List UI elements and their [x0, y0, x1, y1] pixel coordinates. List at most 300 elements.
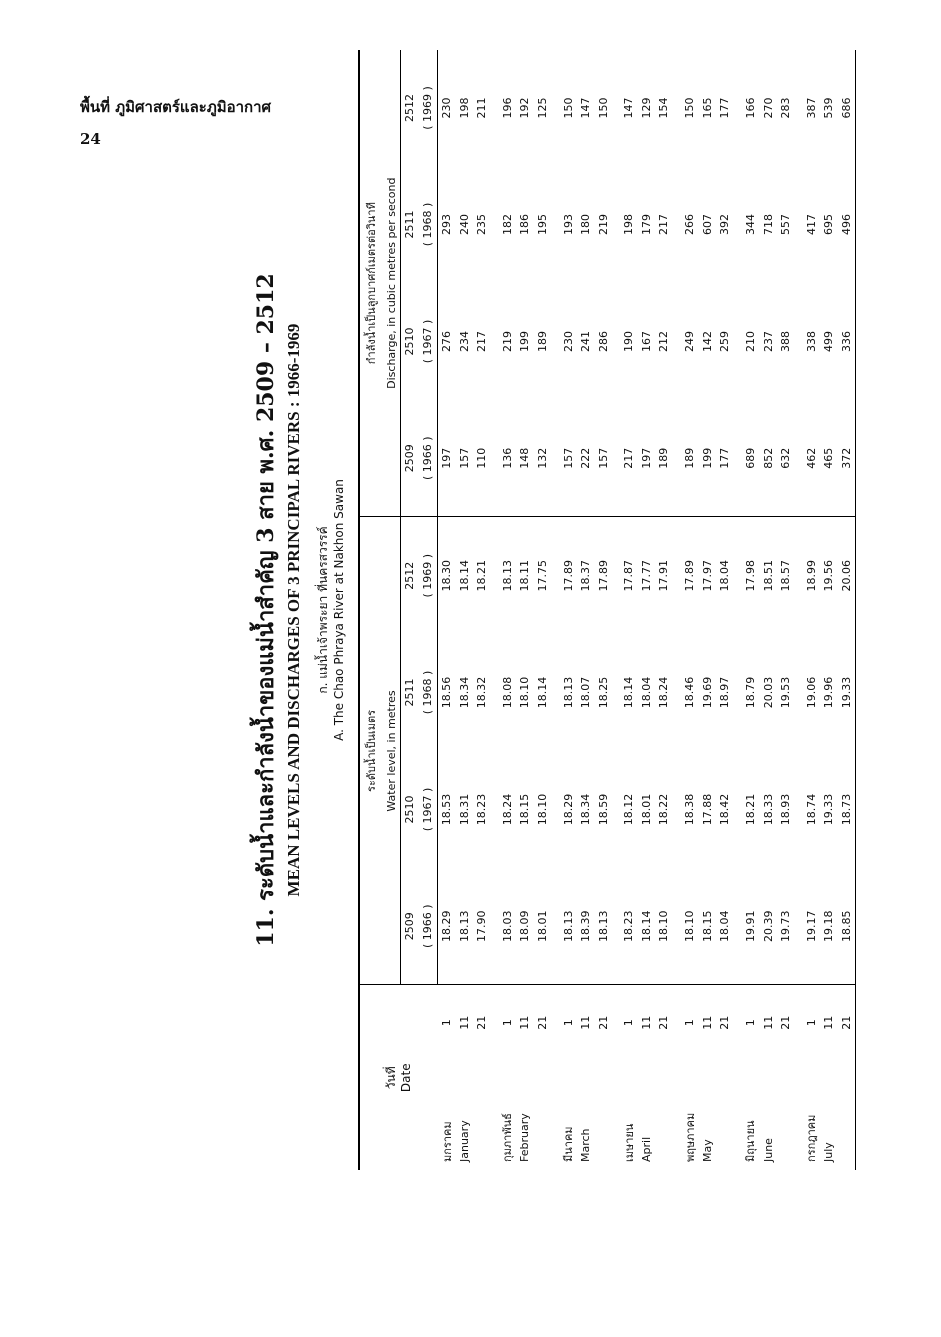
month-name-thai: เมษายน	[622, 1123, 636, 1162]
water-level-cell: 19.33	[838, 634, 856, 751]
day-cell: 21	[716, 985, 733, 1060]
water-level-cell: 18.31	[457, 793, 471, 826]
discharge-cell: 276	[440, 330, 454, 352]
discharge-header-thai: กำลังน้ำเป็นลูกบาศก์เมตรต่อวินาที	[359, 50, 382, 517]
water-level-cell: 18.34	[579, 793, 593, 826]
water-level-cell: 20.39	[761, 910, 775, 942]
gap-cell	[794, 868, 802, 985]
water-level-cell: 17.89	[594, 517, 611, 634]
year-be-header: 2509	[401, 400, 419, 517]
water-level-cell: 18.33	[761, 793, 775, 826]
gap-cell	[490, 868, 498, 985]
month-name-thai: มีนาคม	[562, 1126, 576, 1162]
discharge-cell: 167	[640, 330, 654, 352]
water-level-cell: 18.15	[518, 793, 532, 826]
discharge-cell: 182	[500, 213, 514, 235]
water-level-cell: 18.24	[657, 676, 671, 709]
year-be-header: 2510	[401, 283, 419, 400]
gap-cell	[490, 1060, 498, 1170]
water-level-cell: 18.57	[777, 517, 794, 634]
discharge-cell: 387	[804, 97, 818, 119]
discharge-cell: 179	[640, 213, 654, 235]
discharge-cell: 196	[500, 97, 514, 119]
water-level-cell: 18.13	[457, 910, 471, 942]
month-name-thai: มกราคม	[440, 1121, 454, 1162]
gap-cell	[551, 985, 559, 1060]
gap-cell	[551, 1060, 559, 1170]
day-cell: 11	[577, 985, 594, 1060]
discharge-cell: 157	[596, 447, 610, 469]
gap-cell	[612, 50, 620, 166]
discharge-cell: 192	[518, 97, 532, 119]
discharge-cell: 157	[561, 447, 575, 469]
discharge-cell: 465	[822, 447, 836, 469]
table-row	[681, 50, 699, 1170]
water-level-cell: 18.46	[683, 676, 697, 709]
year-ce-header: ( 1967 )	[418, 751, 438, 868]
gap-cell	[733, 50, 741, 166]
discharge-cell: 235	[475, 213, 489, 235]
water-level-cell: 17.87	[620, 517, 638, 634]
gap-cell	[794, 50, 802, 166]
water-level-cell: 18.03	[500, 910, 514, 942]
water-level-cell: 17.90	[475, 910, 489, 942]
discharge-cell: 286	[596, 330, 610, 352]
rotated-table-block	[240, 50, 860, 1170]
discharge-cell: 217	[657, 213, 671, 235]
water-level-cell: 19.96	[822, 676, 836, 709]
year-ce-header: ( 1967 )	[418, 283, 438, 400]
month-gap	[673, 50, 681, 1170]
gap-cell	[673, 283, 681, 400]
day-cell: 11	[456, 985, 473, 1060]
water-level-cell: 19.18	[822, 910, 836, 942]
discharge-cell: 150	[596, 97, 610, 119]
discharge-cell: 372	[838, 400, 856, 517]
year-ce-header: ( 1966 )	[418, 868, 438, 985]
month-gap	[794, 50, 802, 1170]
gap-cell	[490, 283, 498, 400]
day-cell: 1	[802, 985, 820, 1060]
discharge-cell: 177	[718, 447, 732, 469]
water-level-cell: 17.91	[655, 517, 672, 634]
water-level-cell: 18.10	[518, 676, 532, 709]
gap-cell	[551, 50, 559, 166]
table-row	[498, 50, 516, 1170]
month-name-english: April	[640, 1136, 654, 1162]
table-row	[741, 50, 759, 1170]
gap-cell	[733, 634, 741, 751]
water-level-cell: 18.23	[622, 910, 636, 942]
year-be-header: 2511	[401, 166, 419, 283]
month-blank	[594, 1060, 611, 1170]
year-ce-header: ( 1968 )	[418, 634, 438, 751]
gap-cell	[733, 985, 741, 1060]
discharge-cell: 190	[622, 330, 636, 352]
year-be-header: 2512	[401, 50, 419, 166]
water-level-cell: 18.73	[838, 751, 856, 868]
discharge-cell: 110	[475, 447, 489, 469]
month-name-english: January	[457, 1120, 471, 1162]
gap-cell	[490, 166, 498, 283]
table-row	[638, 50, 655, 1170]
gap-cell	[490, 751, 498, 868]
gap-cell	[551, 283, 559, 400]
gap-cell	[612, 751, 620, 868]
table-row	[777, 50, 794, 1170]
water-level-cell: 18.24	[500, 793, 514, 826]
water-level-cell: 18.29	[561, 793, 575, 826]
discharge-cell: 189	[683, 447, 697, 469]
day-cell: 21	[655, 985, 672, 1060]
gap-cell	[794, 985, 802, 1060]
discharge-cell: 150	[561, 97, 575, 119]
discharge-cell: 234	[457, 330, 471, 352]
table-body	[438, 50, 856, 1170]
day-cell: 1	[559, 985, 577, 1060]
water-level-cell: 18.51	[759, 517, 776, 634]
water-level-header-english: Water level, in metres	[382, 517, 401, 985]
table-row	[759, 50, 776, 1170]
gap-cell	[551, 400, 559, 517]
month-name-english: February	[518, 1113, 532, 1162]
water-level-cell: 18.14	[535, 676, 549, 709]
discharge-cell: 230	[561, 330, 575, 352]
day-cell: 1	[620, 985, 638, 1060]
month-blank	[473, 1060, 490, 1170]
gap-cell	[490, 517, 498, 634]
discharge-cell: 195	[535, 213, 549, 235]
discharge-cell: 217	[475, 330, 489, 352]
discharge-cell: 338	[804, 330, 818, 352]
gap-cell	[551, 751, 559, 868]
table-row	[438, 50, 456, 1170]
gap-cell	[673, 985, 681, 1060]
year-be-header: 2510	[401, 751, 419, 868]
gap-cell	[794, 166, 802, 283]
discharge-cell: 689	[743, 447, 757, 469]
water-level-cell: 18.37	[577, 517, 594, 634]
discharge-cell: 632	[778, 447, 792, 469]
day-cell: 11	[699, 985, 716, 1060]
water-level-cell: 18.32	[475, 676, 489, 709]
date-header-thai: วันที่	[383, 1066, 398, 1090]
water-level-cell: 19.73	[778, 910, 792, 942]
water-level-cell: 18.04	[640, 676, 654, 709]
table-row	[838, 50, 856, 1170]
discharge-cell: 150	[683, 97, 697, 119]
data-table	[358, 50, 856, 1170]
discharge-cell: 136	[500, 447, 514, 469]
gap-cell	[612, 1060, 620, 1170]
discharge-cell: 718	[761, 213, 775, 235]
discharge-cell: 417	[804, 213, 818, 235]
gap-cell	[733, 517, 741, 634]
gap-cell	[612, 634, 620, 751]
table-row	[620, 50, 638, 1170]
discharge-cell: 344	[743, 213, 757, 235]
water-level-cell: 18.97	[718, 676, 732, 709]
water-level-cell: 18.85	[838, 868, 856, 985]
discharge-cell: 142	[700, 330, 714, 352]
table-subtitle-english: A. The Chao Phraya River at Nakhon Sawan	[332, 479, 346, 741]
water-level-cell: 18.07	[579, 676, 593, 709]
water-level-cell: 17.89	[559, 517, 577, 634]
month-gap	[733, 50, 741, 1170]
day-cell: 11	[516, 985, 533, 1060]
date-header-english: Date	[398, 1063, 413, 1093]
discharge-cell: 154	[657, 97, 671, 119]
water-level-cell: 18.04	[718, 910, 732, 942]
table-title-english: MEAN LEVELS AND DISCHARGES OF 3 PRINCIPAL RIVERS : 1966-1969	[284, 323, 303, 897]
table-row	[577, 50, 594, 1170]
discharge-header-english: Discharge, in cubic metres per second	[384, 177, 398, 389]
discharge-cell: 539	[822, 97, 836, 119]
month-name-english: July	[822, 1142, 836, 1162]
month-gap	[551, 50, 559, 1170]
water-level-cell: 18.23	[475, 793, 489, 826]
gap-cell	[673, 868, 681, 985]
date-header	[359, 985, 438, 1170]
discharge-cell: 199	[700, 447, 714, 469]
discharge-cell: 148	[518, 447, 532, 469]
discharge-cell: 283	[778, 97, 792, 119]
water-level-cell: 18.11	[516, 517, 533, 634]
year-be-header: 2511	[401, 634, 419, 751]
water-level-cell: 18.99	[802, 517, 820, 634]
day-cell: 21	[473, 985, 490, 1060]
discharge-cell: 499	[822, 330, 836, 352]
year-be-header: 2512	[401, 517, 419, 634]
gap-cell	[612, 166, 620, 283]
water-level-cell: 17.88	[700, 793, 714, 826]
day-cell: 21	[838, 985, 856, 1060]
water-level-cell: 18.14	[456, 517, 473, 634]
water-level-cell: 18.21	[743, 793, 757, 826]
gap-cell	[673, 517, 681, 634]
gap-cell	[490, 634, 498, 751]
discharge-cell: 125	[535, 97, 549, 119]
gap-cell	[733, 1060, 741, 1170]
gap-cell	[794, 517, 802, 634]
gap-cell	[794, 1060, 802, 1170]
gap-cell	[490, 400, 498, 517]
water-level-cell: 18.14	[622, 676, 636, 709]
discharge-cell: 193	[561, 213, 575, 235]
water-level-cell: 18.10	[683, 910, 697, 942]
water-level-cell: 18.15	[700, 910, 714, 942]
discharge-cell: 852	[761, 447, 775, 469]
table-row	[516, 50, 533, 1170]
gap-cell	[612, 985, 620, 1060]
discharge-cell: 197	[440, 447, 454, 469]
gap-cell	[733, 400, 741, 517]
table-row	[456, 50, 473, 1170]
water-level-cell: 18.22	[657, 793, 671, 826]
water-level-cell: 19.91	[743, 910, 757, 942]
gap-cell	[733, 166, 741, 283]
discharge-cell: 686	[838, 50, 856, 166]
year-ce-header: ( 1969 )	[418, 50, 438, 166]
gap-cell	[551, 634, 559, 751]
water-level-cell: 18.10	[657, 910, 671, 942]
water-level-cell: 19.53	[778, 676, 792, 709]
discharge-cell: 392	[718, 213, 732, 235]
year-be-header: 2509	[401, 868, 419, 985]
water-level-cell: 18.25	[596, 676, 610, 709]
gap-cell	[673, 400, 681, 517]
month-name-thai: กรกฎาคม	[805, 1114, 819, 1162]
water-level-cell: 18.38	[683, 793, 697, 826]
water-level-cell: 18.42	[718, 793, 732, 826]
gap-cell	[551, 868, 559, 985]
water-level-cell: 18.13	[596, 910, 610, 942]
discharge-cell: 177	[718, 97, 732, 119]
water-level-cell: 17.98	[741, 517, 759, 634]
day-cell: 1	[498, 985, 516, 1060]
discharge-cell: 186	[518, 213, 532, 235]
discharge-cell: 240	[457, 213, 471, 235]
water-level-cell: 18.12	[622, 793, 636, 826]
discharge-cell: 180	[579, 213, 593, 235]
gap-cell	[612, 517, 620, 634]
table-row	[820, 50, 837, 1170]
discharge-cell: 129	[640, 97, 654, 119]
water-level-cell: 19.06	[804, 676, 818, 709]
water-level-cell: 17.75	[534, 517, 551, 634]
year-ce-header: ( 1968 )	[418, 166, 438, 283]
table-row	[716, 50, 733, 1170]
water-level-cell: 18.79	[743, 676, 757, 709]
water-level-cell: 18.30	[438, 517, 456, 634]
month-blank	[777, 1060, 794, 1170]
discharge-cell: 241	[579, 330, 593, 352]
table-row	[594, 50, 611, 1170]
gap-cell	[673, 634, 681, 751]
day-cell: 21	[777, 985, 794, 1060]
day-cell: 1	[438, 985, 456, 1060]
running-header: พื้นที่ ภูมิศาสตร์และภูมิอากาศ	[80, 98, 272, 116]
water-level-cell: 18.59	[596, 793, 610, 826]
discharge-cell: 198	[457, 97, 471, 119]
discharge-cell: 249	[683, 330, 697, 352]
discharge-cell: 157	[457, 447, 471, 469]
discharge-cell: 197	[640, 447, 654, 469]
year-ce-header: ( 1969 )	[418, 517, 438, 634]
discharge-cell: 695	[822, 213, 836, 235]
table-title-thai: 11. ระดับน้ำและกำลังน้ำของแม่น้ำสำคัญ 3 สาย พ.ศ. 2509 – 2512	[253, 273, 279, 947]
water-level-header-thai: ระดับน้ำเป็นเมตร	[359, 517, 382, 985]
water-level-cell: 19.17	[804, 910, 818, 942]
discharge-cell: 259	[718, 330, 732, 352]
discharge-cell: 166	[743, 97, 757, 119]
month-name-english: March	[579, 1128, 593, 1162]
discharge-cell: 147	[579, 97, 593, 119]
water-level-cell: 18.56	[440, 676, 454, 709]
discharge-cell: 199	[518, 330, 532, 352]
discharge-cell: 607	[700, 213, 714, 235]
gap-cell	[612, 400, 620, 517]
month-name-thai: พฤษภาคม	[683, 1112, 697, 1162]
month-name-thai: มิถุนายน	[744, 1120, 758, 1162]
table-row	[559, 50, 577, 1170]
discharge-cell: 222	[579, 447, 593, 469]
discharge-cell: 189	[535, 330, 549, 352]
discharge-cell: 219	[500, 330, 514, 352]
water-level-cell: 18.93	[778, 793, 792, 826]
discharge-cell: 217	[622, 447, 636, 469]
discharge-cell: 211	[475, 97, 489, 119]
water-level-cell: 20.03	[761, 676, 775, 709]
water-level-cell: 19.56	[820, 517, 837, 634]
water-level-cell: 17.77	[638, 517, 655, 634]
water-level-cell: 19.33	[822, 793, 836, 826]
discharge-cell: 496	[838, 166, 856, 283]
day-cell: 1	[741, 985, 759, 1060]
water-level-cell: 18.13	[561, 910, 575, 942]
table-row	[699, 50, 716, 1170]
discharge-cell: 210	[743, 330, 757, 352]
discharge-cell: 132	[535, 447, 549, 469]
water-level-cell: 17.97	[699, 517, 716, 634]
water-level-cell: 18.74	[804, 793, 818, 826]
discharge-cell: 270	[761, 97, 775, 119]
water-level-cell: 17.89	[681, 517, 699, 634]
gap-cell	[551, 517, 559, 634]
gap-cell	[673, 166, 681, 283]
gap-cell	[733, 868, 741, 985]
month-blank	[716, 1060, 733, 1170]
discharge-cell: 336	[838, 283, 856, 400]
month-name-english: June	[761, 1138, 775, 1162]
gap-cell	[794, 400, 802, 517]
month-blank	[838, 1060, 856, 1170]
day-cell: 21	[534, 985, 551, 1060]
gap-cell	[794, 751, 802, 868]
gap-cell	[612, 283, 620, 400]
month-blank	[655, 1060, 672, 1170]
water-level-cell: 18.01	[535, 910, 549, 942]
water-level-cell: 18.13	[498, 517, 516, 634]
month-name-thai: กุมภาพันธ์	[501, 1113, 515, 1162]
discharge-cell: 388	[778, 330, 792, 352]
gap-cell	[733, 751, 741, 868]
water-level-cell: 18.14	[640, 910, 654, 942]
water-level-cell: 18.34	[457, 676, 471, 709]
water-level-cell: 18.09	[518, 910, 532, 942]
water-level-cell: 18.01	[640, 793, 654, 826]
month-blank	[534, 1060, 551, 1170]
water-level-cell: 18.21	[473, 517, 490, 634]
gap-cell	[794, 283, 802, 400]
discharge-cell: 165	[700, 97, 714, 119]
discharge-cell: 266	[683, 213, 697, 235]
month-gap	[612, 50, 620, 1170]
discharge-cell: 212	[657, 330, 671, 352]
discharge-cell: 230	[440, 97, 454, 119]
water-level-cell: 19.69	[700, 676, 714, 709]
water-level-cell: 18.39	[579, 910, 593, 942]
day-cell: 21	[594, 985, 611, 1060]
gap-cell	[673, 50, 681, 166]
table-row	[655, 50, 672, 1170]
discharge-cell: 462	[804, 447, 818, 469]
table-subtitle-thai: ก. แม่น้ำเจ้าพระยา ที่นครสวรรค์	[316, 526, 330, 694]
gap-cell	[733, 283, 741, 400]
water-level-cell: 18.13	[561, 676, 575, 709]
table-row	[473, 50, 490, 1170]
gap-cell	[794, 634, 802, 751]
